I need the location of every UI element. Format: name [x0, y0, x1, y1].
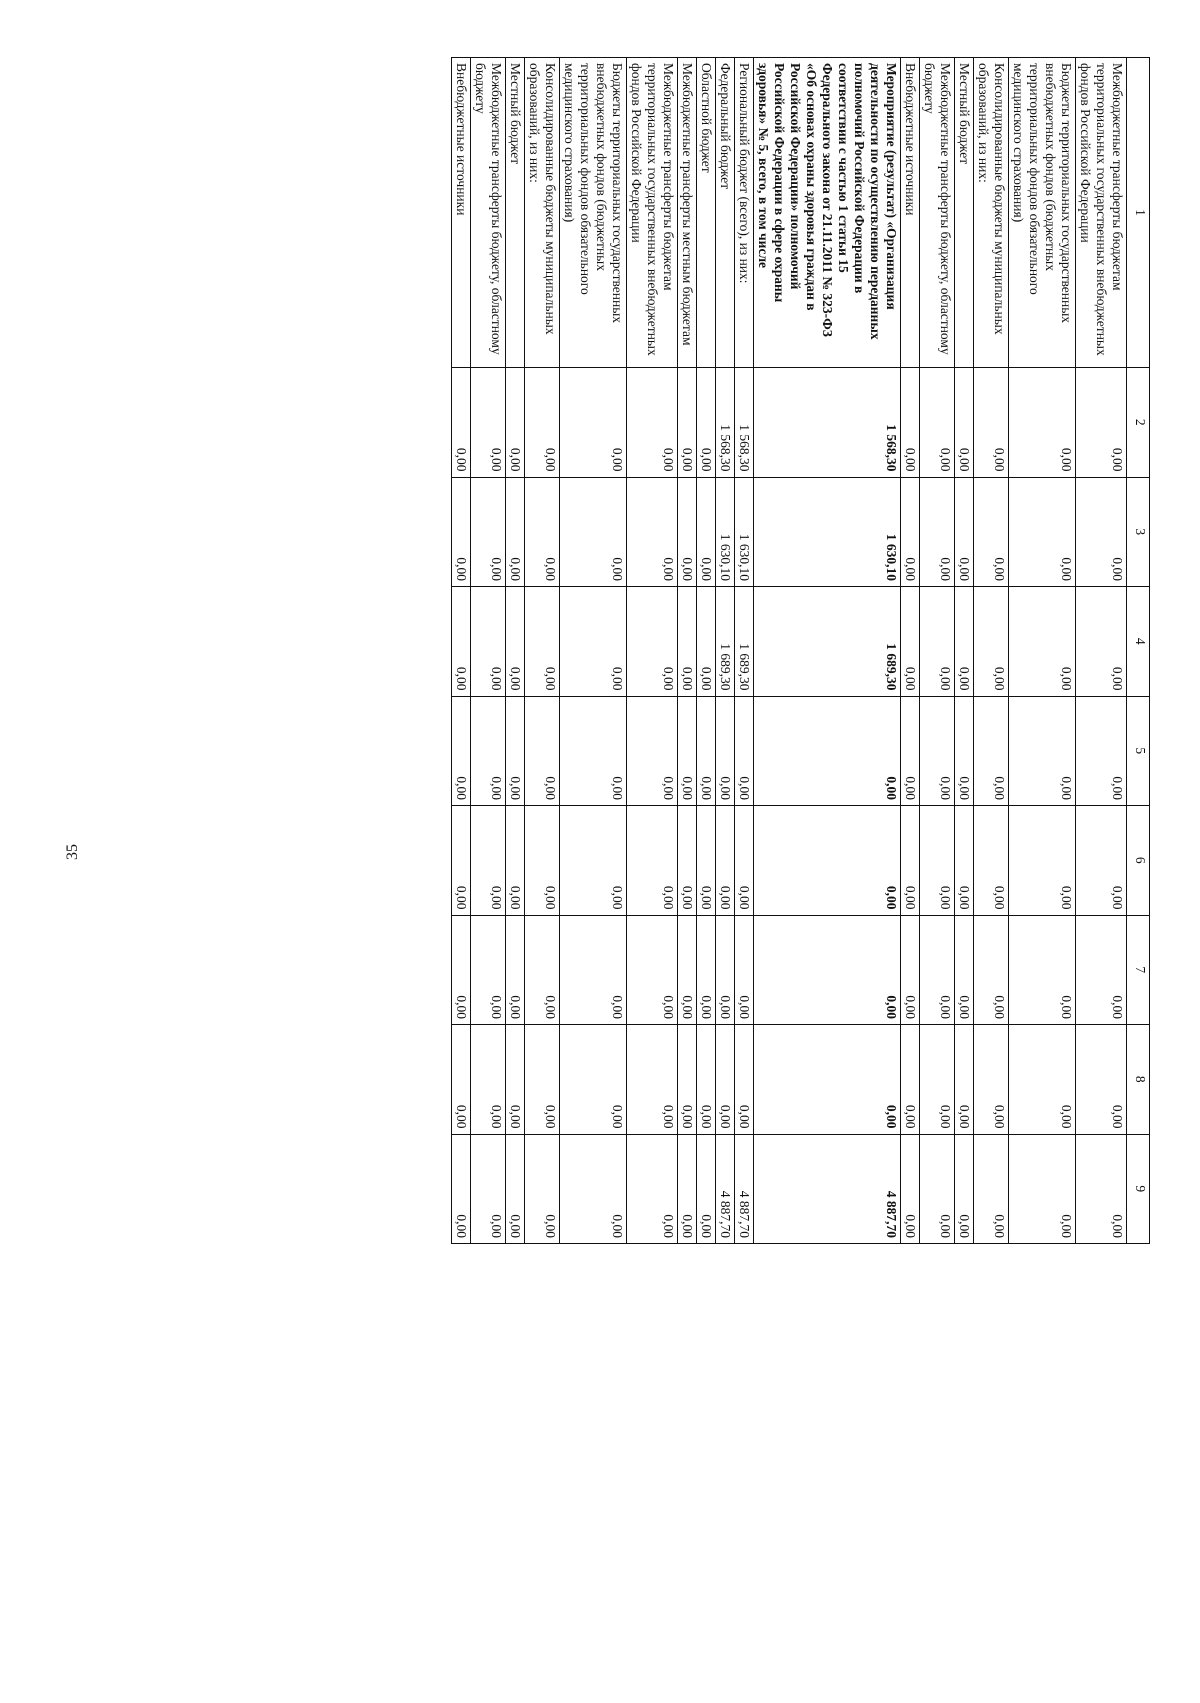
table-row	[452, 58, 471, 1244]
table-cell-value: 0,00	[1076, 1134, 1127, 1244]
column-header: 5	[1127, 696, 1150, 806]
column-header: 1	[1127, 58, 1150, 368]
table-row	[627, 58, 678, 1244]
table-cell-value: 0,00	[1076, 587, 1127, 697]
table-cell-value: 0,00	[1009, 477, 1076, 587]
table-cell-value: 0,00	[560, 1025, 627, 1135]
table-cell-value: 0,00	[955, 1025, 974, 1135]
table-cell-value: 0,00	[974, 915, 1009, 1025]
table-cell-value: 0,00	[920, 806, 955, 916]
table-cell-value: 0,00	[627, 1025, 678, 1135]
table-cell-value: 1 689,30	[716, 587, 735, 697]
table-cell-value: 0,00	[627, 915, 678, 1025]
table-cell-value: 0,00	[974, 1134, 1009, 1244]
table-cell-value: 0,00	[452, 477, 471, 587]
table-cell-value: 0,00	[1009, 587, 1076, 697]
table-cell-value: 0,00	[716, 696, 735, 806]
table-row	[901, 58, 920, 1244]
table-cell-value: 0,00	[452, 1134, 471, 1244]
row-label: Межбюджетные трансферты бюджетам территориальных государственных внебюджетных фондов Российской Федерации	[1076, 58, 1127, 368]
column-header: 8	[1127, 1025, 1150, 1135]
table-cell-value: 0,00	[452, 806, 471, 916]
table-cell-value: 0,00	[678, 696, 697, 806]
table-row	[974, 58, 1009, 1244]
table-cell-value: 0,00	[471, 696, 506, 806]
table-row	[525, 58, 560, 1244]
table-cell-value: 4 887,70	[735, 1134, 754, 1244]
row-label: Мероприятие (результат) «Организация деятельности по осуществлению переданных полномочий Российской Федерации в соответствии с частью 1 статьи 15 Федерального закона от 21.11.2011 № 323-ФЗ «Об основах охраны здоровья граждан в Российской Федерации» полномочий Российской Федерации в сфере охраны здоровья» № 5, всего, в том числе	[754, 58, 901, 368]
table-cell-value: 0,00	[627, 696, 678, 806]
table-cell-value: 0,00	[901, 1025, 920, 1135]
table-cell-value: 0,00	[627, 477, 678, 587]
table-cell-value: 0,00	[560, 477, 627, 587]
table-cell-value: 0,00	[627, 368, 678, 478]
table-cell-value: 0,00	[471, 1025, 506, 1135]
table-cell-value: 0,00	[678, 1025, 697, 1135]
table-cell-value: 0,00	[452, 915, 471, 1025]
row-label: Федеральный бюджет	[716, 58, 735, 368]
row-label: Бюджеты территориальных государственных внебюджетных фондов (бюджетных территориальных фондов обязательного медицинского страхования)	[560, 58, 627, 368]
table-row	[678, 58, 697, 1244]
table-cell-value: 0,00	[901, 696, 920, 806]
table-cell-value: 0,00	[1076, 477, 1127, 587]
table-cell-value: 0,00	[506, 368, 525, 478]
table-cell-value: 0,00	[735, 915, 754, 1025]
table-cell-value: 0,00	[735, 806, 754, 916]
table-cell-value: 0,00	[974, 696, 1009, 806]
column-header: 3	[1127, 477, 1150, 587]
table-cell-value: 0,00	[471, 587, 506, 697]
table-cell-value: 0,00	[627, 587, 678, 697]
table-cell-value: 0,00	[920, 587, 955, 697]
table-cell-value: 0,00	[525, 368, 560, 478]
table-cell-value: 0,00	[471, 915, 506, 1025]
table-cell-value: 0,00	[471, 806, 506, 916]
table-cell-value: 4 887,70	[716, 1134, 735, 1244]
table-row	[560, 58, 627, 1244]
table-cell-value: 0,00	[560, 587, 627, 697]
table-cell-value: 0,00	[697, 587, 716, 697]
table-cell-value: 0,00	[525, 696, 560, 806]
table-cell-value: 0,00	[901, 368, 920, 478]
table-cell-value: 0,00	[1076, 368, 1127, 478]
table-cell-value: 0,00	[1009, 1025, 1076, 1135]
table-cell-value: 0,00	[974, 368, 1009, 478]
table-row	[735, 58, 754, 1244]
table-cell-value: 0,00	[1009, 368, 1076, 478]
table-cell-value: 0,00	[627, 806, 678, 916]
table-cell-value: 0,00	[525, 806, 560, 916]
table-cell-value: 0,00	[560, 915, 627, 1025]
table-cell-value: 0,00	[754, 806, 901, 916]
table-cell-value: 0,00	[920, 696, 955, 806]
row-label: Региональный бюджет (всего), из них:	[735, 58, 754, 368]
table-cell-value: 0,00	[901, 915, 920, 1025]
table-cell-value: 0,00	[452, 696, 471, 806]
table-cell-value: 0,00	[1076, 696, 1127, 806]
table-row	[697, 58, 716, 1244]
rotated-page-content	[170, 57, 1150, 1243]
table-cell-value: 0,00	[627, 1134, 678, 1244]
row-label: Местный бюджет	[955, 58, 974, 368]
row-label: Межбюджетные трансферты бюджету, областному бюджету	[920, 58, 955, 368]
table-cell-value: 0,00	[525, 1025, 560, 1135]
table-cell-value: 0,00	[678, 915, 697, 1025]
table-cell-value: 1 689,30	[754, 587, 901, 697]
table-cell-value: 0,00	[697, 1025, 716, 1135]
table-cell-value: 0,00	[955, 477, 974, 587]
table-cell-value: 0,00	[1009, 1134, 1076, 1244]
table-cell-value: 0,00	[754, 1025, 901, 1135]
table-cell-value: 0,00	[1076, 806, 1127, 916]
table-cell-value: 0,00	[471, 1134, 506, 1244]
table-cell-value: 0,00	[506, 1025, 525, 1135]
column-header: 2	[1127, 368, 1150, 478]
table-cell-value: 0,00	[974, 806, 1009, 916]
table-row	[1009, 58, 1076, 1244]
table-row	[955, 58, 974, 1244]
row-label: Консолидированные бюджеты муниципальных образований, из них:	[525, 58, 560, 368]
column-header: 6	[1127, 806, 1150, 916]
table-cell-value: 0,00	[955, 806, 974, 916]
column-header: 7	[1127, 915, 1150, 1025]
row-label: Бюджеты территориальных государственных внебюджетных фондов (бюджетных территориальных фондов обязательного медицинского страхования)	[1009, 58, 1076, 368]
table-cell-value: 0,00	[901, 477, 920, 587]
table-body	[452, 58, 1127, 1244]
table-cell-value: 0,00	[901, 1134, 920, 1244]
table-cell-value: 1 568,30	[754, 368, 901, 478]
page-number: 35	[64, 844, 81, 860]
table-cell-value: 0,00	[716, 1025, 735, 1135]
row-label: Межбюджетные трансферты бюджету, областному бюджету	[471, 58, 506, 368]
table-row	[1076, 58, 1127, 1244]
table-cell-value: 0,00	[471, 368, 506, 478]
table-cell-value: 0,00	[1009, 696, 1076, 806]
table-cell-value: 0,00	[678, 1134, 697, 1244]
table-cell-value: 0,00	[1009, 915, 1076, 1025]
table-cell-value: 0,00	[735, 1025, 754, 1135]
table-cell-value: 0,00	[1076, 915, 1127, 1025]
table-cell-value: 0,00	[560, 1134, 627, 1244]
column-header: 9	[1127, 1134, 1150, 1244]
row-label: Внебюджетные источники	[901, 58, 920, 368]
table-cell-value: 1 630,10	[716, 477, 735, 587]
table-cell-value: 0,00	[955, 915, 974, 1025]
table-cell-value: 1 630,10	[754, 477, 901, 587]
table-cell-value: 0,00	[560, 368, 627, 478]
table-cell-value: 0,00	[697, 806, 716, 916]
table-cell-value: 0,00	[697, 477, 716, 587]
table-cell-value: 0,00	[955, 368, 974, 478]
table-cell-value: 0,00	[506, 806, 525, 916]
table-cell-value: 0,00	[901, 806, 920, 916]
table-cell-value: 1 689,30	[735, 587, 754, 697]
table-cell-value: 0,00	[920, 477, 955, 587]
table-cell-value: 0,00	[506, 696, 525, 806]
table-cell-value: 0,00	[920, 1134, 955, 1244]
row-label: Внебюджетные источники	[452, 58, 471, 368]
table-cell-value: 0,00	[452, 368, 471, 478]
table-cell-value: 0,00	[678, 806, 697, 916]
table-cell-value: 0,00	[920, 915, 955, 1025]
table-cell-value: 0,00	[754, 915, 901, 1025]
table-row	[506, 58, 525, 1244]
table-row	[716, 58, 735, 1244]
table-cell-value: 0,00	[974, 477, 1009, 587]
row-label: Консолидированные бюджеты муниципальных образований, из них:	[974, 58, 1009, 368]
table-cell-value: 0,00	[697, 1134, 716, 1244]
table-cell-value: 0,00	[955, 696, 974, 806]
table-cell-value: 1 568,30	[716, 368, 735, 478]
table-cell-value: 0,00	[452, 1025, 471, 1135]
table-cell-value: 0,00	[955, 587, 974, 697]
table-cell-value: 0,00	[697, 915, 716, 1025]
table-cell-value: 0,00	[471, 477, 506, 587]
table-row	[920, 58, 955, 1244]
table-cell-value: 0,00	[920, 1025, 955, 1135]
table-cell-value: 0,00	[1009, 806, 1076, 916]
table-header-row	[1127, 58, 1150, 1244]
table-cell-value: 0,00	[525, 587, 560, 697]
table-cell-value: 0,00	[678, 368, 697, 478]
table-cell-value: 0,00	[716, 915, 735, 1025]
table-cell-value: 0,00	[560, 696, 627, 806]
table-cell-value: 0,00	[452, 587, 471, 697]
table-cell-value: 0,00	[754, 696, 901, 806]
table-cell-value: 0,00	[920, 368, 955, 478]
table-cell-value: 0,00	[506, 587, 525, 697]
table-cell-value: 0,00	[955, 1134, 974, 1244]
row-label: Местный бюджет	[506, 58, 525, 368]
table-cell-value: 0,00	[974, 587, 1009, 697]
table-cell-value: 0,00	[525, 477, 560, 587]
table-cell-value: 0,00	[560, 806, 627, 916]
table-cell-value: 0,00	[716, 806, 735, 916]
row-label: Межбюджетные трансферты бюджетам территориальных государственных внебюджетных фондов Российской Федерации	[627, 58, 678, 368]
table-cell-value: 0,00	[735, 696, 754, 806]
table-cell-value: 0,00	[506, 1134, 525, 1244]
table-cell-value: 0,00	[974, 1025, 1009, 1135]
table-cell-value: 1 630,10	[735, 477, 754, 587]
table-row	[471, 58, 506, 1244]
table-cell-value: 1 568,30	[735, 368, 754, 478]
budget-table	[451, 57, 1150, 1244]
table-cell-value: 0,00	[697, 696, 716, 806]
table-cell-value: 0,00	[697, 368, 716, 478]
table-cell-value: 0,00	[525, 1134, 560, 1244]
row-label: Областной бюджет	[697, 58, 716, 368]
table-cell-value: 0,00	[506, 477, 525, 587]
column-header: 4	[1127, 587, 1150, 697]
table-cell-value: 0,00	[678, 477, 697, 587]
table-cell-value: 0,00	[1076, 1025, 1127, 1135]
table-cell-value: 0,00	[506, 915, 525, 1025]
table-cell-value: 4 887,70	[754, 1134, 901, 1244]
table-row	[754, 58, 901, 1244]
table-cell-value: 0,00	[678, 587, 697, 697]
table-cell-value: 0,00	[901, 587, 920, 697]
table-cell-value: 0,00	[525, 915, 560, 1025]
row-label: Межбюджетные трансферты местным бюджетам	[678, 58, 697, 368]
